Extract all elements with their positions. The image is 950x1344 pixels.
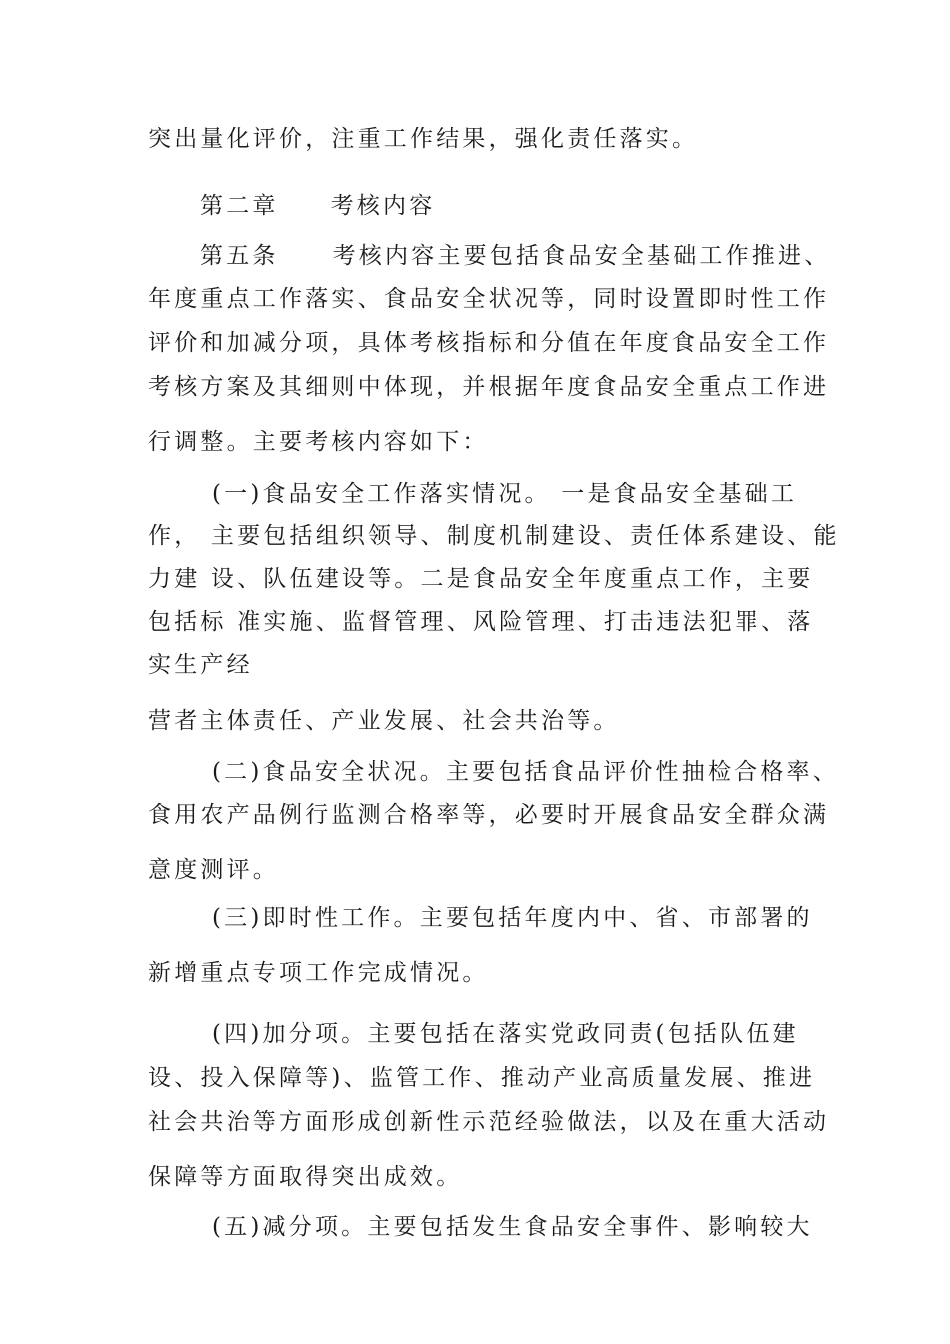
text-line: 评价和加减分项，具体考核指标和分值在年度食品安全工作 xyxy=(148,330,830,356)
text-line: 考核方案及其细则中体现，并根据年度食品安全重点工作进 xyxy=(148,374,830,400)
article-line xyxy=(200,241,830,271)
section-one-heading: (一)食品安全工作落实情况。 一是食品安全基础工 xyxy=(212,481,798,507)
text-line: 食用农产品例行监测合格率等，必要时开展食品安全群众满 xyxy=(148,802,830,828)
text-line: 社会共治等方面形成创新性示范经验做法，以及在重大活动 xyxy=(148,1109,830,1135)
chapter-title: 考核内容 xyxy=(330,193,436,219)
text-line: 包括标 准实施、监督管理、风险管理、打击违法犯罪、落 xyxy=(148,609,814,635)
article-number: 第五条 xyxy=(200,243,279,269)
text-line: 营者主体责任、产业发展、社会共治等。 xyxy=(148,708,620,734)
text-line: 行调整。主要考核内容如下： xyxy=(148,429,489,455)
section-four-heading: (四)加分项。主要包括在落实党政同责(包括队伍建 xyxy=(212,1021,799,1047)
section-three-heading: (三)即时性工作。主要包括年度内中、省、市部署的 xyxy=(212,905,813,931)
section-five-heading: (五)减分项。主要包括发生食品安全事件、影响较大 xyxy=(212,1214,813,1240)
article-text: 考核内容主要包括食品安全基础工作推进、 xyxy=(332,243,831,269)
chapter-number: 第二章 xyxy=(200,193,279,219)
section-two-heading: (二)食品安全状况。主要包括食品评价性抽检合格率、 xyxy=(212,759,839,785)
chapter-heading xyxy=(200,191,435,221)
text-line: 突出量化评价，注重工作结果，强化责任落实。 xyxy=(148,126,699,152)
text-line: 实生产经 xyxy=(148,652,253,678)
text-line: 年度重点工作落实、食品安全状况等，同时设置即时性工作 xyxy=(148,286,830,312)
text-line: 新增重点专项工作完成情况。 xyxy=(148,960,489,986)
text-line: 设、投入保障等)、监管工作、推动产业高质量发展、推进 xyxy=(148,1065,816,1091)
text-line: 作， 主要包括组织领导、制度机制建设、责任体系建设、能 xyxy=(148,523,840,549)
text-line: 力建 设、队伍建设等。二是食品安全年度重点工作，主要 xyxy=(148,566,814,592)
text-line: 意度测评。 xyxy=(148,857,279,883)
text-line: 保障等方面取得突出成效。 xyxy=(148,1164,463,1190)
